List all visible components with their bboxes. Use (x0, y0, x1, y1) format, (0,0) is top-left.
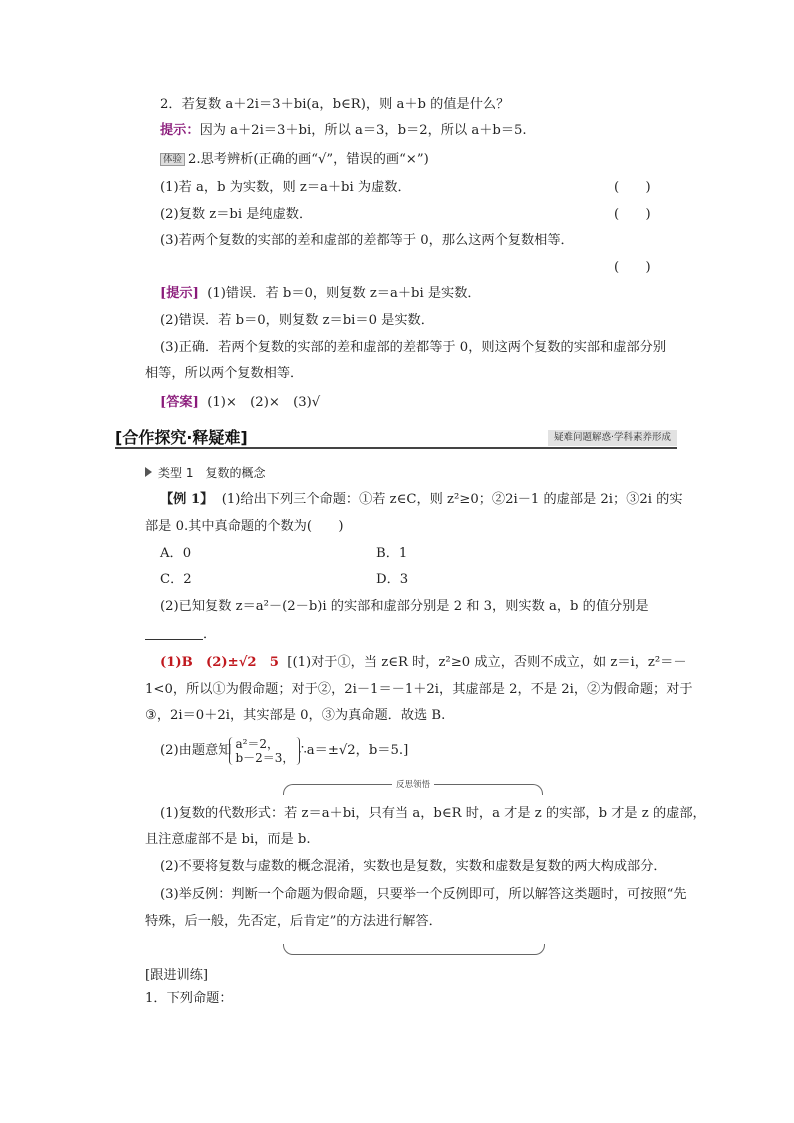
option-d: D．3 (376, 572, 409, 587)
example-1-line-1 (160, 492, 683, 508)
solution-part-2-prefix: (2)由题意知 (160, 743, 232, 758)
example-1-line-2: 部是 0.其中真命题的个数为( ) (145, 519, 344, 534)
section-title: [合作探究·释疑难] (115, 428, 248, 447)
type-1-label: 类型 1 复数的概念 (158, 466, 266, 480)
reflection-item-1: (1)复数的代数形式：若 z＝a＋bi，只有当 a，b∈R 时，a 才是 z 的实部，b 才是 z 的虚部， (160, 806, 706, 821)
example-part-2-line-1: (2)已知复数 z＝a²－(2－b)i 的实部和虚部分别是 2 和 3，则实数 a，b 的值分别是 (160, 599, 649, 614)
section-subtitle: 疑难问题解惑·学科素养形成 (548, 430, 677, 446)
example-label: 【例 1】 (160, 492, 214, 507)
solution-line-1-text: [(1)对于①，当 z∈R 时，z²≥0 成立，否则不成立，如 z＝i，z²＝－ (287, 655, 687, 670)
section-header (115, 428, 677, 449)
tiyan-title (160, 152, 429, 168)
tiyan-item-2: (2)复数 z＝bi 是纯虚数． (160, 207, 313, 222)
reflection-bottom-border (283, 944, 545, 955)
answer-paren-1: ( ) (614, 180, 651, 195)
solution-line-3: ③，2i＝0＋2i，其实部是 0，③为真命题．故选 B. (145, 708, 446, 723)
tiyan-badge: 体验 (160, 153, 185, 166)
tiyan-hint-4: 相等，所以两个复数相等． (145, 366, 304, 381)
question-2: 2．若复数 a＋2i＝3＋bi(a，b∈R)，则 a＋b 的值是什么？ (160, 97, 510, 112)
tiyan-answer-label: [答案] (160, 395, 199, 410)
reflection-item-2: (2)不要将复数与虚数的概念混淆，实数也是复数，实数和虚数是复数的两大构成部分． (160, 859, 667, 874)
reflection-top-border (283, 778, 543, 792)
reflection-item-3b: 特殊，后一般，先否定，后肯定”的方法进行解答． (145, 914, 442, 929)
equation-system (231, 737, 298, 765)
tiyan-item-1: (1)若 a，b 为实数，则 z＝a＋bi 为虚数． (160, 180, 411, 195)
hint-label: 提示： (160, 123, 200, 138)
answer-paren-3: ( ) (614, 260, 651, 275)
hint-text: 因为 a＋2i＝3＋bi，所以 a＝3，b＝2，所以 a＋b＝5. (199, 123, 527, 138)
option-a: A．0 (160, 546, 192, 561)
option-c: C．2 (160, 572, 192, 587)
option-b: B．1 (376, 546, 408, 561)
followup-line-1: 1．下列命题： (145, 991, 233, 1006)
tiyan-item-3: (3)若两个复数的实部的差和虚部的差都等于 0，那么这两个复数相等． (160, 233, 574, 248)
reflection-item-3: (3)举反例：判断一个命题为假命题，只要举一个反例即可，所以解答这类题时，可按照“先 (160, 887, 687, 902)
example-part-2-line-2 (145, 627, 216, 643)
fill-blank (145, 627, 203, 640)
solution-answer: (1)B (2)±√2 5 (160, 655, 279, 670)
solution-line-1 (160, 655, 687, 671)
equation-1: a²＝2， (235, 736, 280, 751)
tiyan-hint-2: (2)错误．若 b＝0，则复数 z＝bi＝0 是实数． (160, 313, 434, 328)
answer-paren-2: ( ) (614, 207, 651, 222)
triangle-icon (145, 467, 152, 477)
solution-line-2: 1<0，所以①为假命题；对于②，2i－1＝－1＋2i，其虚部是 2，不是 2i，②为假命题；对于 (145, 682, 693, 697)
followup-label: [跟进训练] (145, 968, 209, 983)
example-part-2-end: ． (203, 627, 217, 642)
equation-2: b－2＝3， (235, 750, 295, 765)
solution-part-2 (160, 736, 408, 766)
tiyan-hint-3: (3)正确．若两个复数的实部的差和虚部的差都等于 0，则这两个复数的实部和虚部分别 (160, 340, 667, 355)
tiyan-hint-1 (160, 286, 481, 302)
section-divider (115, 447, 677, 449)
tiyan-hint-1-text: (1)错误．若 b＝0，则复数 z＝a＋bi 是实数． (207, 286, 481, 301)
tiyan-answer (160, 395, 320, 411)
tiyan-title-text: 2.思考辨析(正确的画“√”，错误的画“×”) (188, 152, 429, 167)
reflection-label: 反思领悟 (392, 778, 434, 790)
solution-part-2-suffix: ∴a＝±√2，b＝5.] (298, 743, 409, 758)
reflection-item-1b: 且注意虚部不是 bi，而是 b. (145, 832, 311, 847)
question-2-hint (160, 123, 527, 139)
example-line-1-text: (1)给出下列三个命题：①若 z∈C，则 z²≥0；②2i－1 的虚部是 2i；③2i 的实 (221, 492, 683, 507)
tiyan-hint-label: [提示] (160, 286, 199, 301)
type-1-heading (145, 465, 265, 481)
tiyan-answer-text: (1)× (2)× (3)√ (207, 395, 321, 410)
